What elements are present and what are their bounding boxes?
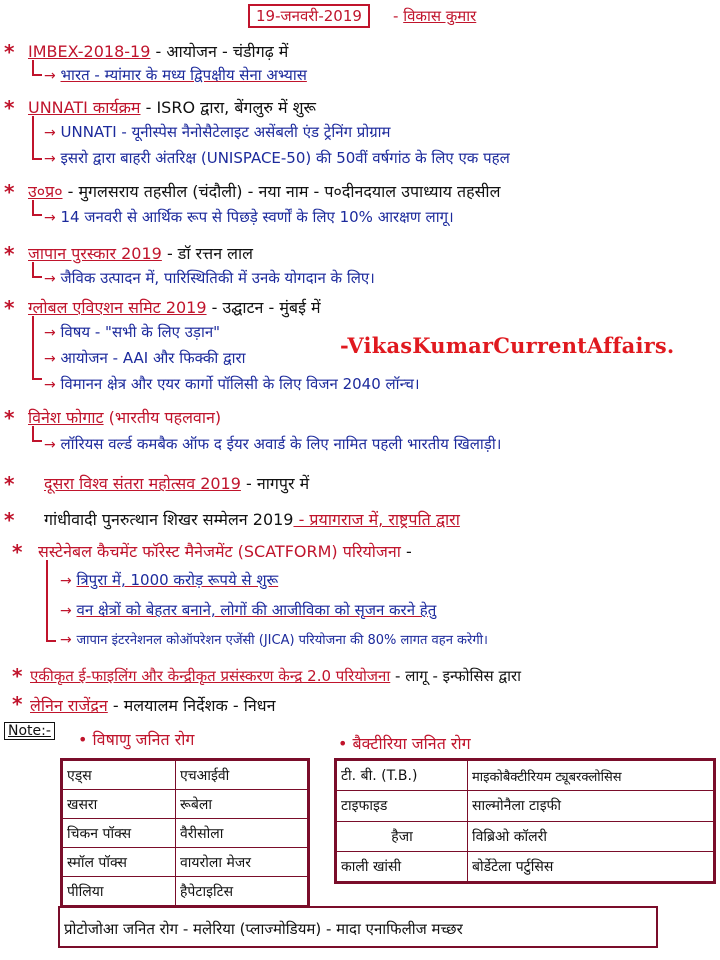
sub-text: आयोजन - AAI और फिक्की द्वारा xyxy=(60,349,246,367)
bacteria-heading-text: बैक्टीरिया जनित रोग xyxy=(352,734,471,753)
pathogen-cell: वायरोला मेजर xyxy=(176,848,308,877)
item-title-detail: - मलयालम निर्देशक - निधन xyxy=(107,696,276,715)
sub-text: त्रिपुरा में, 1000 करोड़ रूपये से शुरू xyxy=(76,571,279,589)
item-title-detail: - मुगलसराय तहसील (चंदौली) - नया नाम - प०दीनदयाल उपाध्याय तहसील xyxy=(62,182,501,201)
sub-text: विषय - "सभी के लिए उड़ान" xyxy=(60,323,221,341)
header-dash: - xyxy=(393,7,399,25)
bullet-star-icon: • xyxy=(78,730,88,749)
table-row xyxy=(337,851,714,881)
bacteria-heading xyxy=(338,732,471,754)
item-10-title xyxy=(30,666,521,686)
header-date: 19-जनवरी-2019 xyxy=(248,4,370,28)
bullet-star-icon: * xyxy=(4,242,15,266)
item-9-sub-3 xyxy=(60,630,488,648)
sub-text: जैविक उत्पादन में, पारिस्थितिकी में उनके योगदान के लिए। xyxy=(60,269,375,287)
disease-cell: एड्स xyxy=(63,761,176,790)
bracket-line xyxy=(32,116,42,160)
item-11-title xyxy=(30,694,275,716)
arrow-icon: → xyxy=(44,271,56,287)
item-6-sub-1 xyxy=(44,434,501,454)
sub-text: जापान इंटरनेशनल कोऑपरेशन एजेंसी (JICA) परियोजना की 80% लागत वहन करेगी। xyxy=(76,633,488,648)
item-5-sub-1 xyxy=(44,322,220,342)
item-title-detail: (भारतीय पहलवान) xyxy=(103,408,222,427)
item-4-sub-1 xyxy=(44,268,375,288)
item-3-sub-1 xyxy=(44,207,454,227)
item-title-highlight: UNNATI कार्यक्रम xyxy=(28,98,141,117)
pathogen-cell: रूबेला xyxy=(176,790,308,819)
virus-table xyxy=(60,758,310,908)
bracket-line xyxy=(32,426,42,442)
bullet-star-icon: * xyxy=(12,692,23,716)
item-5-title xyxy=(28,296,321,318)
item-title-highlight: जापान पुरस्कार 2019 xyxy=(28,244,162,263)
sub-text: लॉरियस वर्ल्ड कमबैक ऑफ द ईयर अवार्ड के लिए नामित पहली भारतीय खिलाड़ी। xyxy=(60,435,502,453)
item-6-title xyxy=(28,406,221,428)
item-title-highlight: सस्टेनेबल कैचमेंट फॉरेस्ट मैनेजमेंट (SCATFORM) परियोजना xyxy=(38,542,401,561)
bullet-star-icon: * xyxy=(12,540,23,564)
header-author xyxy=(393,6,476,26)
pathogen-cell: वैरीसोला xyxy=(176,819,308,848)
item-title-highlight: एकीकृत ई-फाइलिंग और केन्द्रीकृत प्रसंस्करण केन्द्र 2.0 परियोजना xyxy=(30,667,391,685)
watermark-text: -VikasKumarCurrentAffairs. xyxy=(340,333,675,358)
bullet-star-icon: * xyxy=(12,664,23,688)
sub-text: भारत - म्यांमार के मध्य द्विपक्षीय सेना अभ्यास xyxy=(60,66,307,84)
item-1-title xyxy=(28,40,288,62)
item-title-detail: - आयोजन - चंडीगढ़ में xyxy=(150,42,289,61)
bullet-star-icon: * xyxy=(4,40,15,64)
arrow-icon: → xyxy=(44,377,56,393)
item-title-detail: - नागपुर में xyxy=(240,474,310,493)
pathogen-cell: एचआईवी xyxy=(176,761,308,790)
arrow-icon: → xyxy=(60,632,72,648)
note-label: Note:- xyxy=(4,722,55,740)
item-7-title xyxy=(44,472,309,494)
item-title-highlight: IMBEX-2018-19 xyxy=(28,42,151,61)
disease-cell: हैजा xyxy=(337,821,468,851)
arrow-icon: → xyxy=(44,68,56,84)
bullet-star-icon: * xyxy=(4,96,15,120)
bullet-star-icon: * xyxy=(4,508,15,532)
pathogen-cell: विब्रिओ कॉलरी xyxy=(468,821,714,851)
item-title-highlight: ग्लोबल एविएशन समिट 2019 xyxy=(28,298,207,317)
disease-cell: टाइफाइड xyxy=(337,791,468,821)
bracket-line xyxy=(32,200,42,216)
disease-cell: चिकन पॉक्स xyxy=(63,819,176,848)
disease-cell: काली खांसी xyxy=(337,851,468,881)
disease-cell: टी. बी. (T.B.) xyxy=(337,761,468,791)
table-row xyxy=(63,819,308,848)
table-row xyxy=(63,877,308,906)
virus-heading-text: विषाणु जनित रोग xyxy=(92,730,195,749)
arrow-icon: → xyxy=(44,325,56,341)
item-2-sub-1 xyxy=(44,122,391,142)
bullet-star-icon: * xyxy=(4,406,15,430)
table-row xyxy=(63,790,308,819)
disease-cell: पीलिया xyxy=(63,877,176,906)
item-title-highlight: गांधीवादी पुनरुत्थान शिखर सम्मेलन 2019 xyxy=(44,510,294,529)
pathogen-cell: माइकोबैक्टीरियम ट्यूबरक्लोसिस xyxy=(468,761,714,791)
item-2-sub-2 xyxy=(44,148,510,168)
pathogen-cell: हैपेटाइटिस xyxy=(176,877,308,906)
table-row xyxy=(337,821,714,851)
disease-cell: स्मॉल पॉक्स xyxy=(63,848,176,877)
arrow-icon: → xyxy=(44,125,56,141)
table-row xyxy=(63,761,308,790)
author-name: विकास कुमार xyxy=(403,7,477,25)
bracket-line xyxy=(32,60,42,76)
bullet-star-icon: * xyxy=(4,472,15,496)
item-9-sub-1 xyxy=(60,570,278,590)
item-9-sub-2 xyxy=(60,600,436,620)
item-2-title xyxy=(28,96,316,118)
bullet-star-icon: * xyxy=(4,180,15,204)
bullet-star-icon: • xyxy=(338,734,348,753)
sub-text: इसरो द्वारा बाहरी अंतरिक्ष (UNISPACE-50) की 50वीं वर्षगांठ के लिए एक पहल xyxy=(60,149,510,167)
arrow-icon: → xyxy=(60,603,72,619)
sub-text: UNNATI - यूनीस्पेस नैनोसैटेलाइट असेंबली एंड ट्रेनिंग प्रोग्राम xyxy=(60,123,391,141)
table-row xyxy=(337,761,714,791)
item-title-detail: - ISRO द्वारा, बेंगलुरु में शुरू xyxy=(140,98,316,117)
item-1-sub-1 xyxy=(44,65,307,85)
item-title-detail: - प्रयागराज में, राष्ट्रपति द्वारा xyxy=(293,510,460,529)
virus-heading xyxy=(78,728,194,750)
item-title-highlight: उ०प्र० xyxy=(28,182,63,201)
bullet-star-icon: * xyxy=(4,296,15,320)
bracket-line xyxy=(32,262,42,278)
arrow-icon: → xyxy=(44,437,56,453)
item-3-title xyxy=(28,180,500,202)
item-title-highlight: विनेश फोगाट xyxy=(28,408,104,427)
bacteria-table xyxy=(334,758,716,884)
item-9-title xyxy=(38,540,412,562)
disease-cell: खसरा xyxy=(63,790,176,819)
arrow-icon: → xyxy=(44,210,56,226)
item-title-detail: - लागू - इन्फोसिस द्वारा xyxy=(390,667,521,685)
item-4-title xyxy=(28,242,253,264)
arrow-icon: → xyxy=(44,151,56,167)
pathogen-cell: बोर्डेटेला पर्टुसिस xyxy=(468,851,714,881)
sub-text: विमानन क्षेत्र और एयर कार्गो पॉलिसी के लिए विजन 2040 लॉन्च। xyxy=(60,375,420,393)
item-title-detail: - xyxy=(400,542,412,561)
bracket-line xyxy=(32,316,42,380)
pathogen-cell: साल्मोनैला टाइफी xyxy=(468,791,714,821)
item-title-highlight: लेनिन राजेंद्रन xyxy=(30,696,108,715)
table-row xyxy=(63,848,308,877)
sub-text: वन क्षेत्रों को बेहतर बनाने, लोगों की आजीविका को सृजन करने हेतु xyxy=(76,601,437,619)
item-8-title xyxy=(44,508,460,530)
arrow-icon: → xyxy=(44,351,56,367)
item-title-highlight: दूसरा विश्व संतरा महोत्सव 2019 xyxy=(44,474,241,493)
protozoa-box: प्रोटोजोआ जनित रोग - मलेरिया (प्लाज्मोडियम) - मादा एनाफिलीज मच्छर xyxy=(58,906,658,948)
item-5-sub-3 xyxy=(44,374,420,394)
sub-text: 14 जनवरी से आर्थिक रूप से पिछड़े स्वर्णों के लिए 10% आरक्षण लागू। xyxy=(60,208,454,226)
item-title-detail: - डॉ रत्तन लाल xyxy=(161,244,254,263)
item-5-sub-2 xyxy=(44,348,246,368)
arrow-icon: → xyxy=(60,573,72,589)
item-title-detail: - उद्घाटन - मुंबई में xyxy=(206,298,321,317)
bracket-line xyxy=(46,560,56,642)
table-row xyxy=(337,791,714,821)
